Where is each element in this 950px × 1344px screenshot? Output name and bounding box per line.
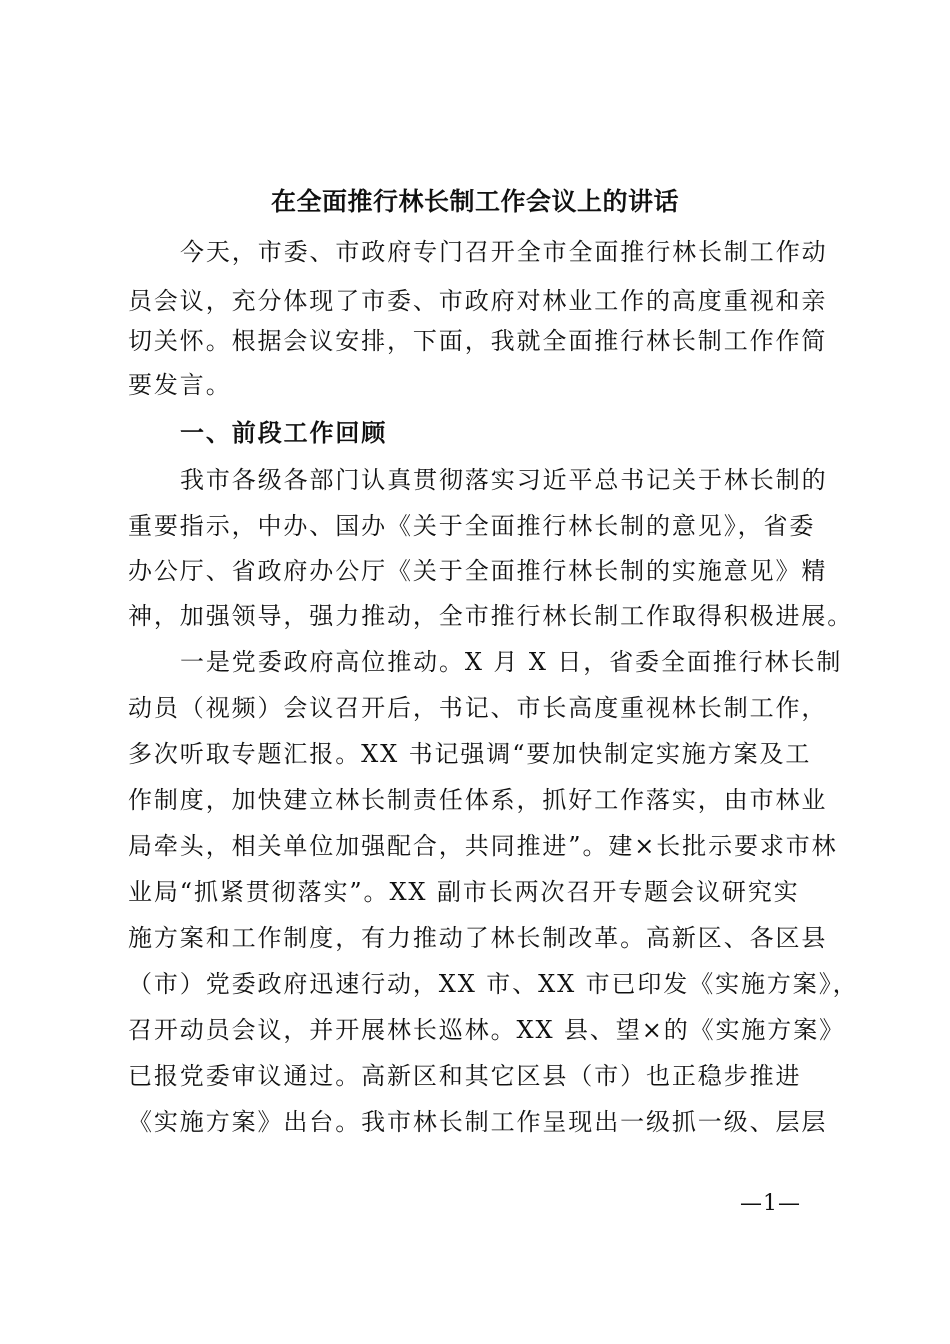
paragraph-line: 召开动员会议，并开展林长巡林。XX 县、望×的《实施方案》 (128, 1016, 846, 1044)
paragraph-line: 今天，市委、市政府专门召开全市全面推行林长制工作动 (180, 238, 828, 266)
paragraph-line: 一是党委政府高位推动。X 月 X 日，省委全面推行林长制 (180, 648, 843, 676)
section-heading: 一、前段工作回顾 (180, 418, 388, 447)
paragraph-line: 神，加强领导，强力推动，全市推行林长制工作取得积极进展。 (128, 602, 854, 630)
paragraph-line: 《实施方案》出台。我市林长制工作呈现出一级抓一级、层层 (128, 1108, 828, 1136)
paragraph-line: 切关怀。根据会议安排，下面，我就全面推行林长制工作作简 (128, 327, 828, 355)
paragraph-line: （市）党委政府迅速行动，XX 市、XX 市已印发《实施方案》， (128, 970, 859, 998)
document-title: 在全面推行林长制工作会议上的讲话 (270, 187, 679, 216)
paragraph-line: 员会议，充分体现了市委、市政府对林业工作的高度重视和亲 (128, 287, 828, 315)
paragraph-line: 我市各级各部门认真贯彻落实习近平总书记关于林长制的 (180, 466, 828, 494)
paragraph-line: 要发言。 (128, 371, 232, 399)
paragraph-line: 局牵头，相关单位加强配合，共同推进”。建×长批示要求市林 (128, 832, 838, 860)
paragraph-line: 作制度，加快建立林长制责任体系，抓好工作落实，由市林业 (128, 786, 828, 814)
paragraph-line: 重要指示，中办、国办《关于全面推行林长制的意见》，省委 (128, 512, 816, 540)
paragraph-line: 业局“抓紧贯彻落实”。XX 副市长两次召开专题会议研究实 (128, 878, 800, 906)
paragraph-line: 多次听取专题汇报。XX 书记强调“要加快制定实施方案及工 (128, 740, 812, 768)
paragraph-line: 办公厅、省政府办公厅《关于全面推行林长制的实施意见》精 (128, 557, 828, 585)
paragraph-line: 已报党委审议通过。高新区和其它区县（市）也正稳步推进 (128, 1062, 802, 1090)
paragraph-line: 动员（视频）会议召开后，书记、市长高度重视林长制工作， (128, 694, 828, 722)
paragraph-line: 施方案和工作制度，有力推动了林长制改革。高新区、各区县 (128, 924, 828, 952)
page-number: —1— (740, 1191, 801, 1216)
